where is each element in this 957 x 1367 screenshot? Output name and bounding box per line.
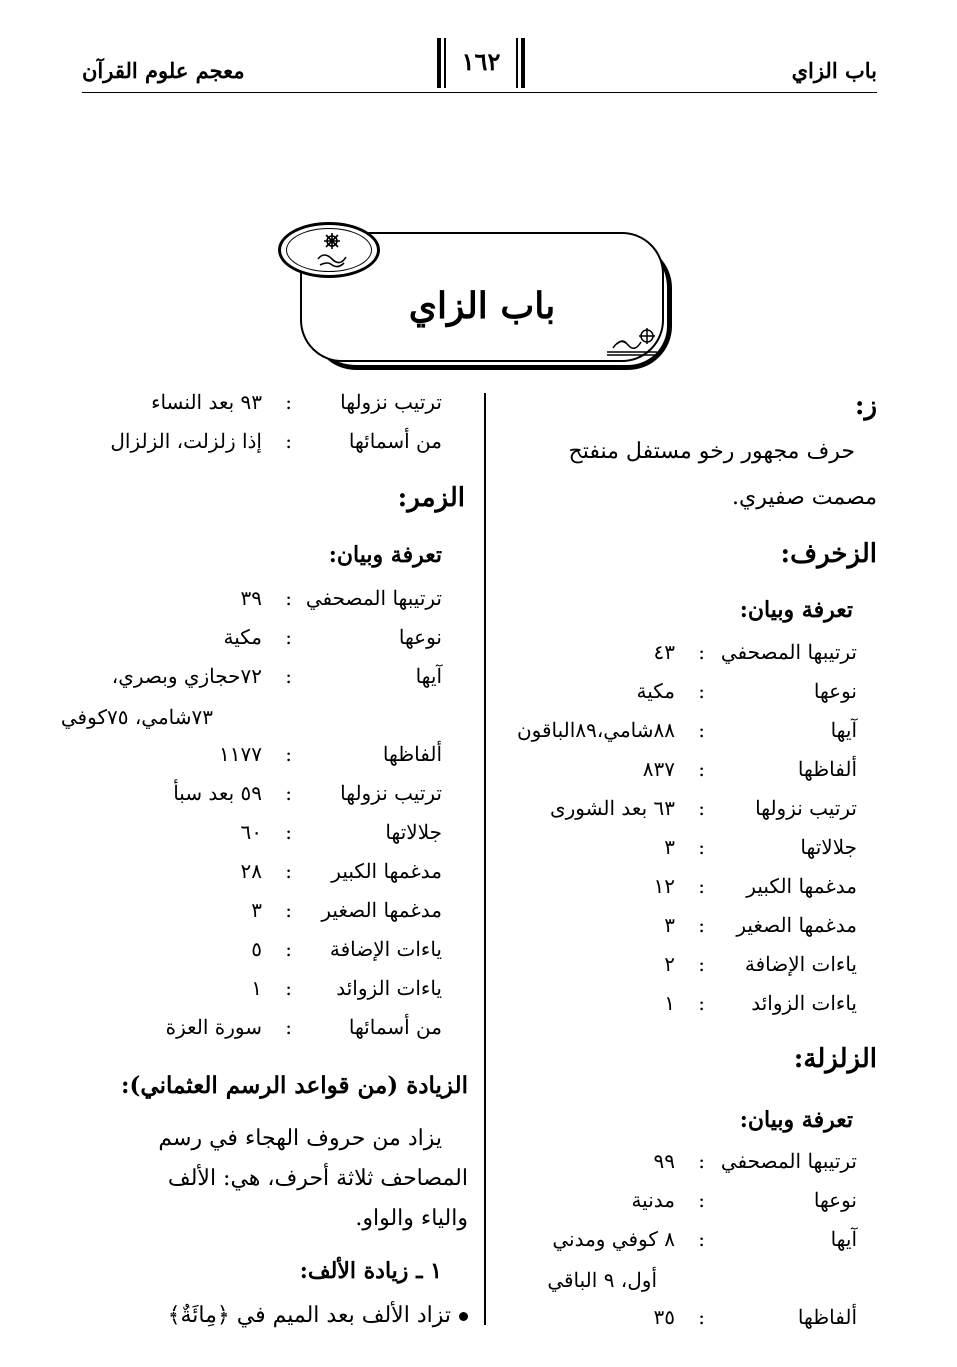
zumar-info-row: [84, 820, 442, 850]
row-label: ألفاظها: [797, 1305, 857, 1329]
zukhruf-info-row: [497, 835, 857, 865]
row-label: ترتيبها المصحفي: [720, 640, 857, 664]
zumar-info-subheading: تعرفة وبيان:: [328, 542, 442, 568]
zukhruf-info-row: [497, 796, 857, 826]
zalzala-info-row: [84, 429, 442, 459]
row-label: مدغمها الكبير: [746, 874, 857, 898]
row-colon: :: [698, 1149, 705, 1173]
row-value: ٦٠: [240, 820, 262, 844]
bullet-text: تزاد الألف بعد الميم في ﴿مِائَةٌ﴾: [167, 1303, 451, 1328]
row-value: ٤٣: [653, 640, 675, 664]
row-label: جلالاتها: [800, 835, 857, 859]
alif-addition-bullet: [168, 1302, 468, 1330]
page-number-box: [433, 38, 529, 88]
alif-addition-subheading: ١ ـ زيادة الألف:: [299, 1258, 442, 1284]
zumar-info-row: [84, 781, 442, 811]
row-label: ترتيب نزولها: [755, 796, 857, 820]
page-number: ١٦٢: [461, 47, 501, 76]
row-colon: :: [698, 1188, 705, 1212]
surah-zukhruf-heading: الزخرف:: [780, 539, 877, 569]
header-chapter-title: باب الزاي: [791, 58, 877, 83]
row-colon: :: [285, 937, 292, 961]
row-label: ياءات الإضافة: [744, 952, 857, 976]
row-colon: :: [698, 874, 705, 898]
zalzala-info-row: [497, 1305, 857, 1335]
row-colon: :: [285, 976, 292, 1000]
row-value: سورة العزة: [165, 1015, 262, 1039]
row-value: ٥٩ بعد سبأ: [173, 781, 262, 805]
row-colon: :: [285, 429, 292, 453]
zukhruf-info-row: [497, 718, 857, 748]
row-value: ١٢: [653, 874, 675, 898]
zumar-info-row: [84, 898, 442, 928]
row-label: نوعها: [398, 625, 442, 649]
row-value: ٥: [251, 937, 262, 961]
row-label: آيها: [830, 718, 857, 742]
row-value: ١: [664, 991, 675, 1015]
row-label: ترتيبها المصحفي: [720, 1149, 857, 1173]
row-value: مكية: [223, 625, 262, 649]
row-colon: :: [698, 679, 705, 703]
row-label: مدغمها الصغير: [736, 913, 857, 937]
zukhruf-info-subheading: تعرفة وبيان:: [739, 597, 853, 623]
row-colon: :: [698, 640, 705, 664]
row-colon: :: [285, 781, 292, 805]
row-value: مدنية: [631, 1188, 675, 1212]
row-colon: :: [698, 1227, 705, 1251]
row-label: مدغمها الصغير: [321, 898, 442, 922]
row-colon: :: [285, 820, 292, 844]
row-label: نوعها: [813, 679, 857, 703]
row-value: ٣: [664, 835, 675, 859]
zukhruf-info-row: [497, 757, 857, 787]
row-label: ألفاظها: [382, 742, 442, 766]
row-label: ترتيب نزولها: [340, 781, 442, 805]
zumar-info-row: [84, 976, 442, 1006]
zumar-info-row: [84, 742, 442, 772]
zumar-info-row: [84, 664, 442, 694]
row-value: ٨٨شامي،٨٩الباقون: [516, 718, 675, 742]
zukhruf-info-row: [497, 991, 857, 1021]
row-colon: :: [285, 390, 292, 414]
row-value: ٣: [664, 913, 675, 937]
row-colon: :: [285, 1015, 292, 1039]
ziyada-paragraph-line: والياء والواو.: [355, 1206, 468, 1231]
letter-zay-description-line: حرف مجهور رخو مستفل منفتح: [568, 439, 855, 464]
row-value: ٦٣ بعد الشورى: [549, 796, 675, 820]
row-value: إذا زلزلت، الزلزال: [110, 429, 262, 453]
letter-zay-description-line: مصمت صفيري.: [732, 485, 877, 510]
zukhruf-info-row: [497, 679, 857, 709]
row-label: من أسمائها: [348, 1015, 442, 1039]
row-label: ترتيب نزولها: [340, 390, 442, 414]
row-colon: :: [285, 625, 292, 649]
row-label: ترتيبها المصحفي: [305, 586, 442, 610]
ziyada-heading: الزيادة (من قواعد الرسم العثماني):: [121, 1072, 468, 1099]
row-value: ٣٩: [240, 586, 262, 610]
row-value: ٢٨: [240, 859, 262, 883]
row-value: ٣٥: [653, 1305, 675, 1329]
row-colon: :: [285, 859, 292, 883]
zukhruf-info-row: [497, 913, 857, 943]
row-label: آيها: [830, 1227, 857, 1251]
row-value: ٢: [664, 952, 675, 976]
surah-zumar-heading: الزمر:: [397, 483, 465, 513]
ziyada-paragraph-line: المصاحف ثلاثة أحرف، هي: الألف: [167, 1166, 468, 1191]
header-book-title: معجم علوم القرآن: [82, 58, 245, 83]
row-value: ٣: [251, 898, 262, 922]
row-colon: :: [698, 835, 705, 859]
chapter-title: باب الزاي: [408, 285, 556, 327]
surah-zalzala-heading: الزلزلة:: [793, 1044, 877, 1074]
row-colon: :: [285, 586, 292, 610]
row-label: ياءات الزوائد: [336, 976, 442, 1000]
row-label: ياءات الزوائد: [751, 991, 857, 1015]
zalzala-verses-continuation: أول، ٩ الباقي: [547, 1268, 657, 1292]
row-label: جلالاتها: [385, 820, 442, 844]
row-value: مكية: [636, 679, 675, 703]
row-colon: :: [698, 952, 705, 976]
header-rule: [82, 92, 877, 93]
corner-ornament-icon: [603, 318, 661, 358]
column-divider: [484, 393, 486, 1325]
row-value: ٨ كوفي ومدني: [552, 1227, 675, 1251]
row-colon: :: [285, 898, 292, 922]
row-value: ٨٣٧: [642, 757, 675, 781]
row-colon: :: [285, 742, 292, 766]
zumar-info-row: [84, 937, 442, 967]
row-colon: :: [698, 757, 705, 781]
row-colon: :: [698, 991, 705, 1015]
row-colon: :: [698, 913, 705, 937]
zalzala-info-row: [497, 1227, 857, 1257]
zumar-info-row: [84, 1015, 442, 1045]
zukhruf-info-row: [497, 952, 857, 982]
bullet-dot-icon: [459, 1312, 468, 1321]
zumar-info-row: [84, 859, 442, 889]
zalzala-info-row: [497, 1188, 857, 1218]
ziyada-paragraph-line: يزاد من حروف الهجاء في رسم: [158, 1126, 442, 1151]
row-value: ١١٧٧: [219, 742, 262, 766]
zumar-info-row: [84, 625, 442, 655]
row-label: آيها: [415, 664, 442, 688]
letter-zay-heading: ز:: [854, 391, 877, 421]
row-label: نوعها: [813, 1188, 857, 1212]
zumar-verses-continuation: ٧٣شامي، ٧٥كوفي: [60, 705, 213, 729]
row-label: من أسمائها: [348, 429, 442, 453]
zukhruf-info-row: [497, 640, 857, 670]
zukhruf-info-row: [497, 874, 857, 904]
row-value: ١: [251, 976, 262, 1000]
zalzala-info-subheading: تعرفة وبيان:: [739, 1107, 853, 1133]
zumar-info-row: [84, 586, 442, 616]
row-label: ياءات الإضافة: [329, 937, 442, 961]
row-colon: :: [285, 664, 292, 688]
floral-ornament-icon: [312, 229, 352, 271]
row-value: ٩٣ بعد النساء: [151, 390, 262, 414]
row-colon: :: [698, 796, 705, 820]
zalzala-info-row: [84, 390, 442, 420]
zalzala-info-row: [497, 1149, 857, 1179]
row-label: ألفاظها: [797, 757, 857, 781]
row-colon: :: [698, 718, 705, 742]
row-value: ٩٩: [653, 1149, 675, 1173]
row-colon: :: [698, 1305, 705, 1329]
row-value: ٧٢حجازي وبصري،: [111, 664, 262, 688]
row-label: مدغمها الكبير: [331, 859, 442, 883]
